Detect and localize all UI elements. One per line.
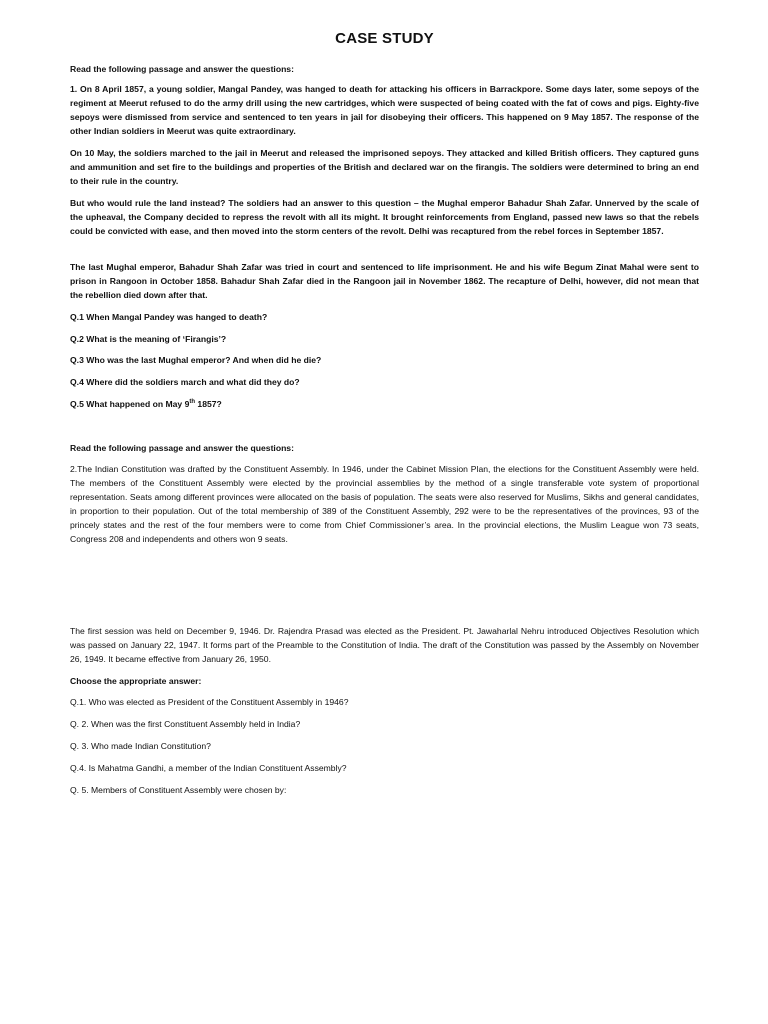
q5-superscript: th — [189, 399, 196, 406]
section1-question-1: Q.1 When Mangal Pandey was hanged to death? — [70, 312, 268, 322]
section2-choose-label: Choose the appropriate answer: — [70, 676, 202, 686]
section1-paragraph-4: The last Mughal emperor, Bahadur Shah Zafar was tried in court and sentenced to life imprisonment. He and his wife Begum Zinat Mahal were sent to prison in Rangoon in October 1858. Bahadur Shah Zafar died in the Rangoon jail in November 1862. The recapture of Delhi, however, did not mean that the rebellion died down after that. — [70, 262, 699, 300]
section2-paragraph-2: The first session was held on December 9, 1946. Dr. Rajendra Prasad was elected as the President. Pt. Jawaharlal Nehru introduced Objectives Resolution which was passed on January 22, 1947. It forms part of the Preamble to the Constitution of India. The draft of the Constitution was passed by the Assembly on November 26, 1949. It became effective from January 26, 1950. — [70, 626, 699, 664]
section1-paragraph-3: But who would rule the land instead? The soldiers had an answer to this question – the Mughal emperor Bahadur Shah Zafar. Unnerved by the scale of the upheaval, the Company decided to repress the revolt with all its might. It brought reinforcements from England, passed new laws so that the rebels could be convicted with ease, and then moved into the storm centers of the revolt. Delhi was recaptured from the rebel forces in September 1857. — [70, 198, 699, 236]
section2-question-5: Q. 5. Members of Constituent Assembly were chosen by: — [70, 785, 287, 795]
section2-question-3: Q. 3. Who made Indian Constitution? — [70, 741, 211, 751]
section1-paragraph-2: On 10 May, the soldiers marched to the jail in Meerut and released the imprisoned sepoys. They attacked and killed British officers. They captured guns and ammunition and set fire to the buildings and properties of the British and declared war on the firangis. The soldiers were determined to bring an end to their rule in the country. — [70, 148, 699, 186]
section1-question-3: Q.3 Who was the last Mughal emperor? And when did he die? — [70, 355, 322, 365]
section2-paragraph-1: 2.The Indian Constitution was drafted by the Constituent Assembly. In 1946, under the Cabinet Mission Plan, the elections for the Constituent Assembly were held. The members of the Constituent Assembly were elected by the provincial assemblies by the method of a single transferable vote system of proportional representation. Seats among different provinces were allocated on the basis of population. The seats were also reserved for Muslims, Sikhs and general candidates, in proportion to their population. Out of the total membership of 389 of the Constituent Assembly, 292 were to be the representatives of the provinces, 93 of the princely states and the rest of the four members were to come from Chief Commissioner’s area. In the provincial elections, the Muslim League won 73 seats, Congress 208 and independents and others won 9 seats. — [70, 464, 699, 544]
section1-instruction: Read the following passage and answer the questions: — [70, 64, 294, 74]
section2-instruction: Read the following passage and answer the questions: — [70, 443, 294, 453]
section2-question-2: Q. 2. When was the first Constituent Assembly held in India? — [70, 719, 301, 729]
section2-question-1: Q.1. Who was elected as President of the Constituent Assembly in 1946? — [70, 697, 349, 707]
q5-suffix: 1857? — [195, 399, 222, 409]
q5-prefix: Q.5 What happened on May 9 — [70, 399, 190, 409]
section1-question-4: Q.4 Where did the soldiers march and what did they do? — [70, 377, 300, 387]
section1-question-5 — [70, 397, 699, 411]
page-title: CASE STUDY — [335, 30, 434, 47]
section1-question-2: Q.2 What is the meaning of ‘Firangis’? — [70, 334, 227, 344]
section2-question-4: Q.4. Is Mahatma Gandhi, a member of the Indian Constituent Assembly? — [70, 763, 347, 773]
section1-paragraph-1: 1. On 8 April 1857, a young soldier, Mangal Pandey, was hanged to death for attacking his officers in Barrackpore. Some days later, some sepoys of the regiment at Meerut refused to do the army drill using the new cartridges, which were suspected of being coated with the fat of cows and pigs. Eighty-five sepoys were dismissed from service and sentenced to ten years in jail for disobeying their officers. This happened on 9 May 1857. The response of the other Indian soldiers in Meerut was quite extraordinary. — [70, 84, 699, 136]
